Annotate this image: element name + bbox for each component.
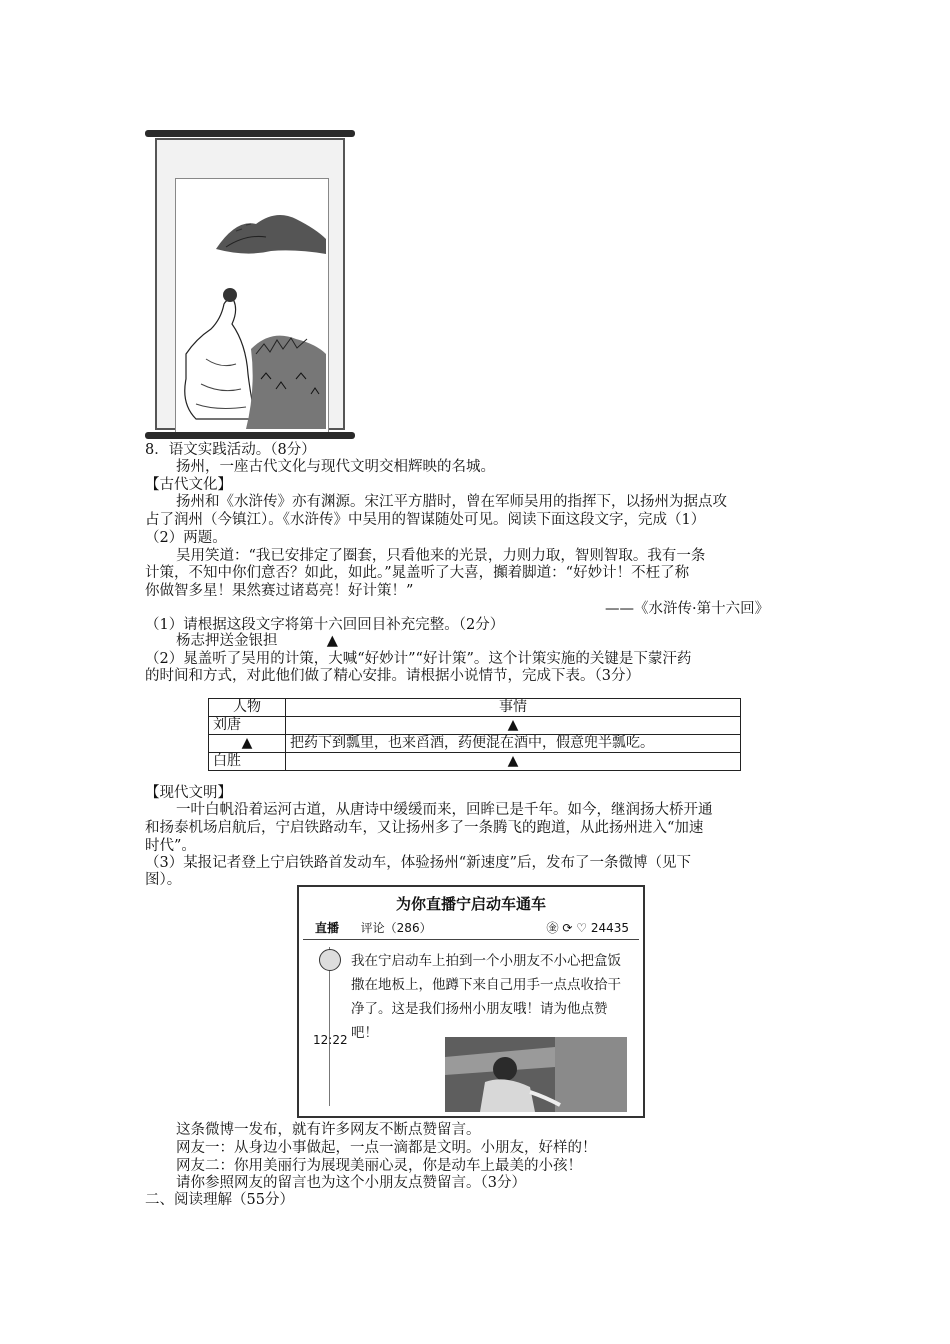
after-line: 这条微博一发布，就有许多网友不断点赞留言。 [176,1122,481,1138]
weibo-title: 为你直播宁启动车通车 [395,895,546,913]
sub1-answer-prefix: 杨志押送金银担 [176,633,278,649]
weibo-post-text: 我在宁启动车上拍到一个小朋友不小心把盒饭撒在地板上，他蹲下来自己用手一点点收拾干净了。这是我们扬州小朋友哦！请为他点赞吧！ [351,953,621,1041]
answer-blank[interactable]: ▲ [286,717,741,735]
modern-paragraph-line: 和扬泰机场启航后，宁启铁路动车，又让扬州多了一条腾飞的跑道，从此扬州进入“加速 [145,820,704,836]
repost-icon[interactable]: ⟳ [562,921,573,935]
painting-area [175,178,329,436]
q8-heading: 8．语文实践活动。（8分） [145,442,316,458]
ancient-paragraph-line: （2）两题。 [145,530,227,546]
scroll-painting [145,126,355,443]
sub1-prompt: （1）请根据这段文字将第十六回回目补充完整。（2分） [145,617,505,633]
ancient-culture-tag: 【古代文化】 [145,477,232,493]
quote-line: 吴用笑道：“我已安排定了圈套，只看他来的光景，力则力取，智则智取。我有一条 [176,548,706,564]
sub3-prompt: 图）。 [145,872,182,888]
sub1-answer [176,632,338,650]
like-count: 24435 [590,921,629,935]
ancient-paragraph-line: 占了润州（今镇江）。《水浒传》中吴用的智谋随处可见。阅读下面这段文字，完成（1） [145,512,706,528]
quote-source: ——《水浒传·第十六回》 [605,601,770,617]
tab-live[interactable]: 直播 [315,921,340,935]
scroll-top-rod [145,130,355,137]
sub3-task: 请你参照网友的留言也为这个小朋友点赞留言。（3分） [176,1175,526,1191]
table-row [209,717,741,735]
weibo-tabs [315,919,432,936]
scroll-bottom-rod [145,432,355,439]
modern-paragraph-line: 时代”。 [145,838,196,854]
ancient-paragraph-line: 扬州和《水浒传》亦有渊源。宋江平方腊时，曾在军师吴用的指挥下，以扬州为据点攻 [176,494,727,510]
table-row [209,753,741,771]
weibo-stats [546,919,629,936]
post-time: 12:22 [313,1033,348,1047]
avatar[interactable] [319,949,341,971]
tab-comments[interactable]: 评论（286） [360,921,432,935]
quote-line: 计策，不知中你们意否？如此，如此。”晁盖听了大喜，攧着脚道：“好妙计！不枉了称 [145,565,690,581]
quote-line: 你做智多星！果然赛过诸葛亮！好计策！” [145,583,414,599]
section-2-heading: 二、阅读理解（55分） [145,1192,294,1208]
photo-drawing [445,1037,627,1112]
plot-table [208,698,741,771]
child-photo [445,1037,627,1112]
modern-paragraph-line: 一叶白帆沿着运河古道，从唐诗中缓缓而来，回眸已是千年。如今，继润扬大桥开通 [176,802,713,818]
answer-blank[interactable]: ▲ [286,753,741,771]
table-cell: 刘唐 [209,717,286,735]
scroll-paper [155,138,345,430]
table-cell: 把药下到瓢里，也来舀酒，药便混在酒中，假意兜半瓢吃。 [286,735,741,753]
table-header-cell: 人物 [209,699,286,717]
table-header-row [209,699,741,717]
sub2-prompt: （2）晁盖听了吴用的计策，大喊“好妙计”“好计策”。这个计策实施的关键是下蒙汗药 [145,651,692,667]
netizen-comment-2: 网友二：你用美丽行为展现美丽心灵，你是动车上最美的小孩！ [176,1158,582,1174]
modern-civilization-tag: 【现代文明】 [145,785,232,801]
answer-blank[interactable]: ▲ [209,735,286,753]
sub2-prompt: 的时间和方式，对此他们做了精心安排。请根据小说情节，完成下表。（3分） [145,668,640,684]
sub3-prompt: （3）某报记者登上宁启铁路首发动车，体验扬州“新速度”后，发布了一条微博（见下 [145,855,692,871]
q8-intro: 扬州，一座古代文化与现代文明交相辉映的名城。 [176,459,495,475]
netizen-comment-1: 网友一：从身边小事做起，一点一滴都是文明。小朋友，好样的！ [176,1140,597,1156]
landscape-figure-drawing [176,179,328,435]
weibo-post-image [297,885,645,1118]
reward-icon[interactable]: ㊎ [546,921,559,935]
heart-icon[interactable]: ♡ [576,921,587,935]
table-cell: 白胜 [209,753,286,771]
weibo-divider [303,939,639,940]
answer-blank[interactable]: ▲ [326,633,338,649]
table-row [209,735,741,753]
table-header-cell: 事情 [286,699,741,717]
